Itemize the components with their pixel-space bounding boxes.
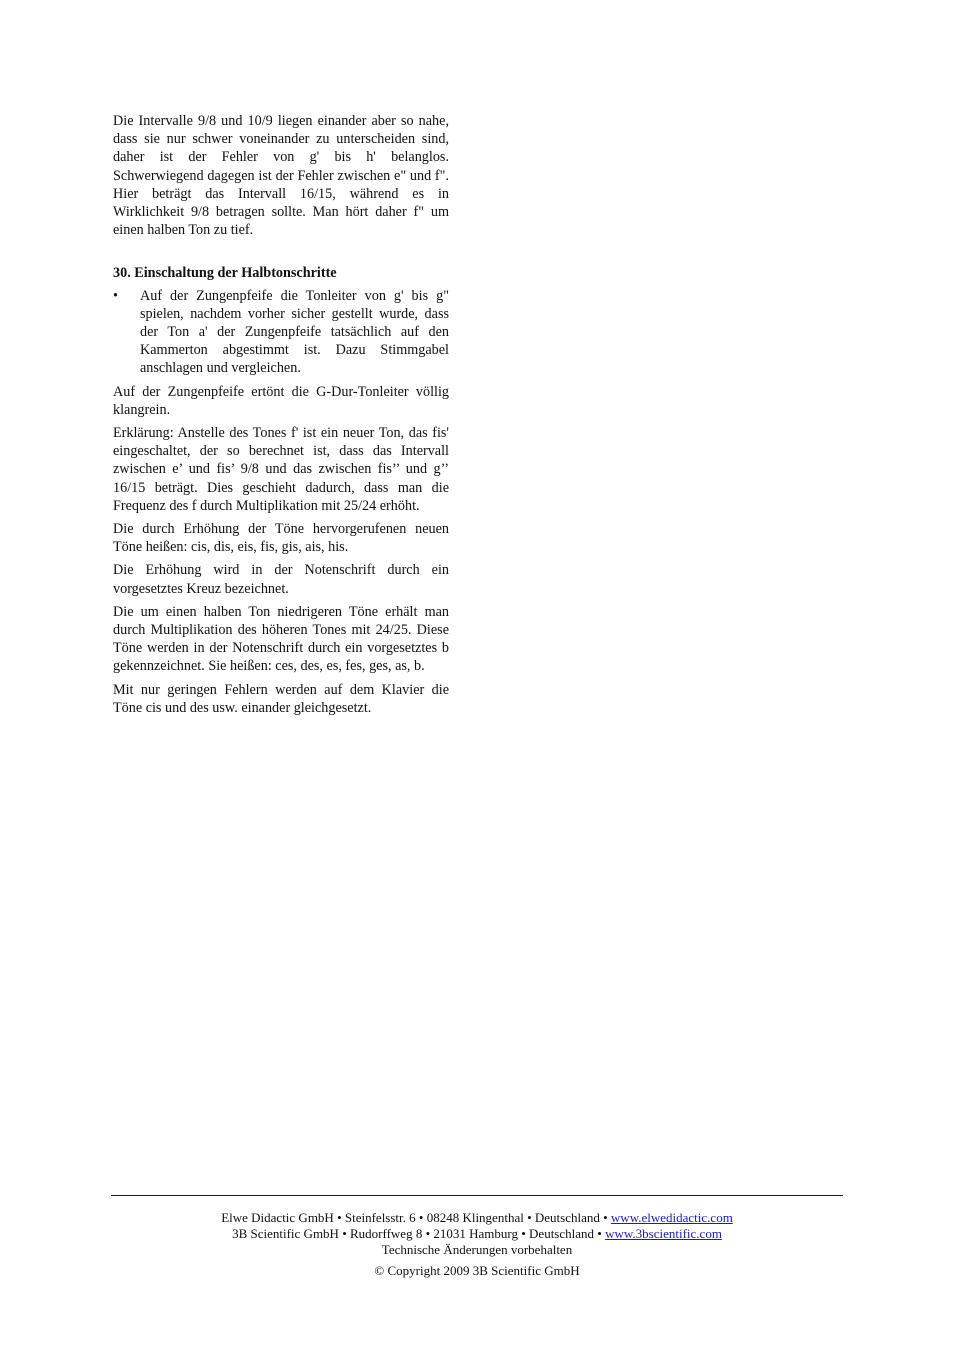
paragraph-1: Auf der Zungenpfeife ertönt die G-Dur-Tonleiter völlig klangrein.	[113, 383, 449, 418]
paragraph-5: Die um einen halben Ton niedrigeren Töne erhält man durch Multiplikation des höheren Tones mit 24/25. Diese Töne werden in der Notenschrift durch ein vorgesetztes b gekennzeichnet. Sie heißen: ces, des, es, fes, ges, as, b.	[113, 603, 449, 675]
instruction-list	[113, 287, 449, 378]
list-item	[113, 287, 449, 378]
footer	[111, 1210, 843, 1279]
paragraph-3: Die durch Erhöhung der Töne hervorgerufenen neuen Töne heißen: cis, dis, eis, fis, gis, ais, his.	[113, 521, 449, 556]
list-item-text: Auf der Zungenpfeife die Tonleiter von g' bis g" spielen, nachdem vorher sicher gestellt wurde, dass der Ton a' der Zungenpfeife tatsächlich auf den Kammerton abgestimmt ist. Dazu Stimmgabel anschlagen und vergleichen.	[140, 287, 449, 377]
paragraph-intro: Die Intervalle 9/8 und 10/9 liegen einander aber so nahe, dass sie nur schwer voneinander zu unterscheiden sind, daher ist der Fehler von g' bis h' belanglos. Schwerwiegend dagegen ist der Fehler zwischen e" und f". Hier beträgt das Intervall 16/15, während es in Wirklichkeit 9/8 betragen sollte. Man hört daher f" um einen halben Ton zu tief.	[113, 113, 449, 239]
footer-copyright: © Copyright 2009 3B Scientific GmbH	[374, 1263, 580, 1278]
footer-line-1	[111, 1210, 843, 1226]
paragraph-4: Die Erhöhung wird in der Notenschrift durch ein vorgesetztes Kreuz bezeichnet.	[113, 562, 449, 597]
text-column	[113, 112, 449, 722]
3b-website-link[interactable]: www.3bscientific.com	[605, 1226, 722, 1241]
footer-disclaimer: Technische Änderungen vorbehalten	[381, 1242, 573, 1257]
paragraph-6: Mit nur geringen Fehlern werden auf dem Klavier die Töne cis und des usw. einander gleichgesetzt.	[113, 681, 449, 716]
footer-divider	[111, 1195, 843, 1196]
section-heading: 30. Einschaltung der Halbtonschritte	[113, 265, 337, 282]
paragraph-2: Erklärung: Anstelle des Tones f' ist ein neuer Ton, das fis' eingeschaltet, der so berechnet ist, dass das Intervall zwischen e’ und fis’ 9/8 und das zwischen fis’’ und g’’ 16/15 beträgt. Dies geschieht dadurch, dass man die Frequenz des f durch Multiplikation mit 25/24 erhöht.	[113, 425, 449, 514]
elwe-website-link[interactable]: www.elwedidactic.com	[610, 1210, 733, 1225]
footer-line-2	[111, 1226, 843, 1242]
footer-address-elwe: Elwe Didactic GmbH • Steinfelsstr. 6 • 08248 Klingenthal • Deutschland •	[221, 1210, 611, 1225]
bullet-icon: •	[113, 287, 118, 304]
footer-address-3b: 3B Scientific GmbH • Rudorffweg 8 • 21031 Hamburg • Deutschland •	[232, 1226, 606, 1241]
